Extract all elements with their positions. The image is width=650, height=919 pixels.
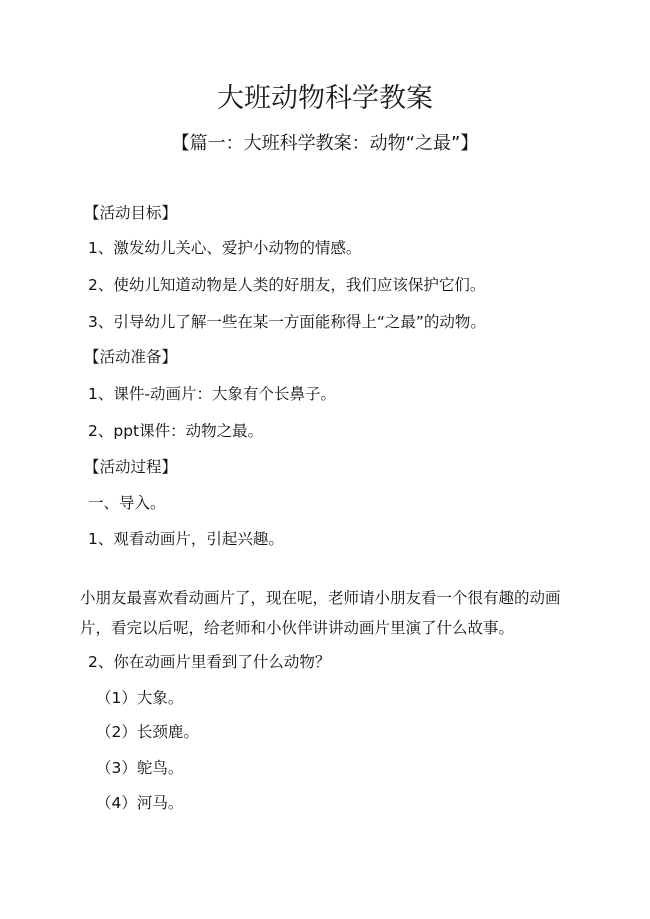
document-title: 大班动物科学教案 <box>217 83 433 114</box>
animal-item-1: （1）大象。 <box>96 689 184 707</box>
document-subtitle: 【篇一：大班科学教案：动物“之最”】 <box>171 133 479 154</box>
step-intro: 一、导入。 <box>88 494 166 512</box>
prep-item-2: 2、ppt课件：动物之最。 <box>88 422 264 440</box>
goal-item-2: 2、使幼儿知道动物是人类的好朋友，我们应该保护它们。 <box>88 276 486 294</box>
step-item-1: 1、观看动画片，引起兴趣。 <box>88 530 284 548</box>
goal-item-3: 3、引导幼儿了解一些在某一方面能称得上“之最”的动物。 <box>88 313 486 331</box>
body-paragraph: 小朋友最喜欢看动画片了，现在呢，老师请小朋友看一个很有趣的动画片，看完以后呢，给老师和小伙伴讲讲动画片里演了什么故事。 <box>80 589 561 637</box>
process-heading: 【活动过程】 <box>84 458 178 476</box>
prep-heading: 【活动准备】 <box>84 348 178 366</box>
animal-item-3: （3）鸵鸟。 <box>96 759 184 777</box>
goals-heading: 【活动目标】 <box>84 204 178 222</box>
prep-item-1: 1、课件-动画片：大象有个长鼻子。 <box>88 385 336 403</box>
goal-item-1: 1、激发幼儿关心、爱护小动物的情感。 <box>88 239 362 257</box>
animal-item-4: （4）河马。 <box>96 794 184 812</box>
step-item-2: 2、你在动画片里看到了什么动物？ <box>88 653 331 671</box>
animal-item-2: （2）长颈鹿。 <box>96 723 199 741</box>
